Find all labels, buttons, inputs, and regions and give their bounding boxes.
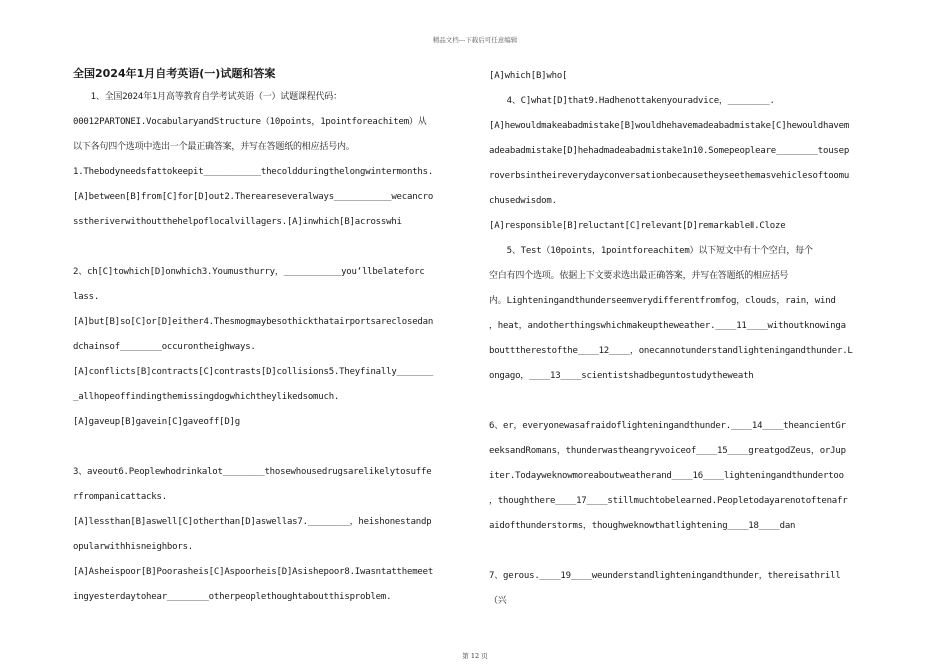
text-line: ，heat，andotherthingswhichmakeuptheweather.____11____withoutknowinga: [489, 321, 846, 331]
blank-line: [73, 235, 463, 260]
text-line: lass.: [73, 292, 100, 302]
text-line: ingyesterdaytohear________otherpeoplethoughtaboutthisproblem.: [73, 592, 392, 602]
text-line: rfrompanicattacks.: [73, 492, 167, 502]
text-line: ，thoughthere____17____stillmuchtobelearned.Peopletodayarenotoftenafr: [489, 496, 848, 506]
page-header: 精品文档---下载后可任意编辑: [432, 36, 518, 44]
text-line: [A]responsible[B]reluctant[C]relevant[D]remarkableⅡ.Cloze: [489, 221, 786, 231]
text-line: sstheriverwithoutthehelpoflocalvillagers.[A]inwhich[B]acrosswhi: [73, 217, 402, 227]
text-line: [A]lessthan[B]aswell[C]otherthan[D]aswellas7.________，heishonestandp: [73, 517, 432, 527]
text-line: roverbsintheireverydayconversationbecausetheyseethemasvehiclesoftoomu: [489, 171, 850, 181]
text-line: opularwithhisneighbors.: [73, 542, 194, 552]
left-column: [73, 64, 463, 610]
text-line: aidofthunderstorms，thoughweknowthatlightening____18____dan: [489, 521, 796, 531]
text-line: 5、Test（10points，1pointforeachitem）以下短文中有十个空白，每个: [489, 246, 813, 256]
document-title: 全国2024年1月自考英语(一)试题和答案: [73, 67, 276, 80]
text-line: dchainsof________occurontheighways.: [73, 342, 256, 352]
text-line: 00012PARTONEI.VocabularyandStructure（10points，1pointforeachitem）从: [73, 117, 427, 127]
text-line: 空白有四个选项。依据上下文要求选出最正确答案，并写在答题纸的相应括号: [489, 271, 789, 281]
text-line: （兴: [489, 596, 507, 606]
text-line: 1、全国2024年1月高等教育自学考试英语（一）试题课程代码：: [73, 92, 342, 102]
text-line: iter.Todayweknowmoreaboutweatherand____16____lighteningandthundertoo: [489, 471, 844, 481]
text-line: 2、ch[C]towhich[D]onwhich3.Youmusthurry，___________you‘llbelateforc: [73, 267, 425, 277]
text-line: 内。Lighteningandthunderseemverydifferentfromfog，clouds，rain，wind: [489, 296, 836, 306]
text-line: _allhopeoffindingthemissingdogwhichtheylikedsomuch.: [73, 392, 340, 402]
page-footer: 第 12 页: [462, 652, 488, 660]
text-line: adeabadmistake[D]hehadmadeabadmistake1n10.Somepeopleare________tousep: [489, 146, 850, 156]
text-line: [A]hewouldmakeabadmistake[B]wouldhehavemadeabadmistake[C]hewouldhavem: [489, 121, 850, 131]
text-line: [A]gaveup[B]gavein[C]gaveoff[D]g: [73, 417, 240, 427]
text-line: [A]conflicts[B]contracts[C]contrasts[D]collisions5.Theyfinally_______: [73, 367, 434, 377]
blank-line: [73, 435, 463, 460]
text-line: [A]Asheispoor[B]Poorasheis[C]Aspoorheis[D]Asishepoor8.Iwasntatthemeet: [73, 567, 434, 577]
right-column: [489, 64, 879, 614]
blank-line: [489, 539, 879, 564]
text-line: 7、gerous.____19____weunderstandlighteningandthunder，thereisathrill: [489, 571, 841, 581]
text-line: boutttherestofthe____12____，onecannotunderstandlighteningandthunder.L: [489, 346, 853, 356]
text-line: ongago，____13____scientistshadbeguntostudytheweath: [489, 371, 754, 381]
blank-line: [489, 389, 879, 414]
text-line: [A]which[B]who[: [489, 71, 568, 81]
text-line: eeksandRomans，thunderwastheangryvoiceof____15____greatgodZeus，orJup: [489, 446, 846, 456]
text-line: chusedwisdom.: [489, 196, 557, 206]
text-line: 3、aveout6.Peoplewhodrinkalot________thosewhousedrugsarelikelytosuffe: [73, 467, 432, 477]
text-line: [A]between[B]from[C]for[D]out2.Thereareseveralways___________wecancro: [73, 192, 434, 202]
text-line: 以下各句四个选项中选出一个最正确答案，并写在答题纸的相应括号内。: [73, 142, 355, 152]
text-line: [A]but[B]so[C]or[D]either4.Thesmogmaybesothickthatairportsareclosedan: [73, 317, 434, 327]
text-line: 4、C]what[D]that9.Hadhenottakenyouradvice，________.: [489, 96, 775, 106]
text-line: 1.Thebodyneedsfattokeepit___________thecoldduringthelongwintermonths.: [73, 167, 434, 177]
text-line: 6、er，everyonewasafraidoflighteningandthunder.____14____theancientGr: [489, 421, 846, 431]
